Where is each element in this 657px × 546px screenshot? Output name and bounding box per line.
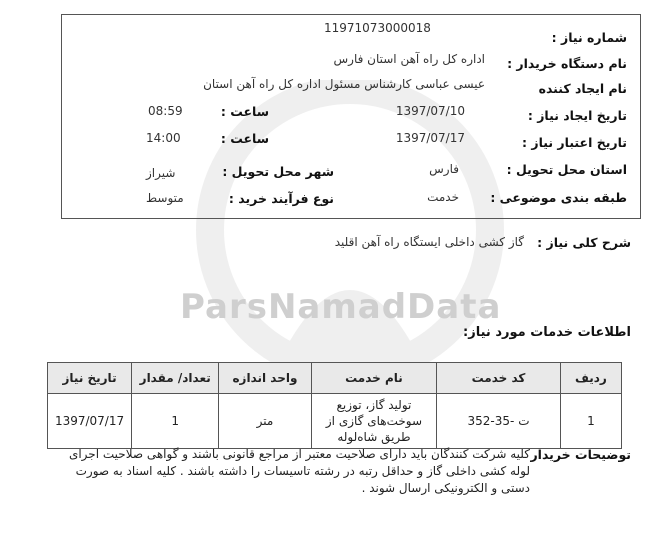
delivery-city-value: شیراز [146, 166, 176, 180]
purchase-process-value: متوسط [146, 191, 184, 205]
creator-value: عیسی عباسی کارشناس مسئول اداره کل راه آهن استان [203, 77, 485, 91]
summary-label: شرح کلی نیاز : [537, 235, 631, 250]
delivery-province-label: استان محل تحویل : [506, 162, 627, 177]
summary-value: گاز کشی داخلی ایستگاه راه آهن اقلید [334, 235, 524, 249]
delivery-province-value: فارس [429, 162, 459, 176]
cell-row: 1 [560, 394, 621, 449]
valid-date-label: تاریخ اعتبار نیاز : [522, 135, 627, 150]
created-date-label: تاریخ ایجاد نیاز : [527, 108, 627, 123]
created-date-value: 1397/07/10 [395, 104, 465, 118]
purchase-process-label: نوع فرآیند خرید : [228, 191, 334, 206]
table-row [48, 394, 622, 449]
services-section-title: اطلاعات خدمات مورد نیاز: [463, 325, 631, 340]
creator-label: نام ایجاد کننده [538, 81, 627, 96]
col-quantity: تعداد/ مقدار [132, 363, 219, 394]
need-number-label: شماره نیاز : [551, 30, 627, 45]
cell-quantity: 1 [132, 394, 219, 449]
cell-unit: متر [219, 394, 311, 449]
watermark-brand-text: ParsNamadData [180, 287, 502, 327]
col-service-code: کد خدمت [437, 363, 561, 394]
buyer-notes-label: توضیحات خریدار [530, 447, 631, 462]
col-service-name: نام خدمت [311, 363, 437, 394]
cell-service-code: ت -35-352 [437, 394, 561, 449]
created-time-label: ساعت : [220, 104, 269, 119]
category-label: طبقه بندی موضوعی : [490, 190, 627, 205]
buyer-notes-text: کلیه شرکت کنندگان باید دارای صلاحیت معتبر از مراجع قانونی باشند و گواهی صلاحیت اجرای لوله کشی داخلی گاز و حداقل رتبه در رشته تاسیسات را داشته باشند . کلیه اسناد به صورت دستی و الکترونیکی ارسال شوند . [68, 447, 530, 495]
col-row: ردیف [560, 363, 621, 394]
services-table [47, 362, 622, 449]
cell-need-date: 1397/07/17 [48, 394, 132, 449]
valid-date-value: 1397/07/17 [395, 131, 465, 145]
col-need-date: تاریخ نیاز [48, 363, 132, 394]
category-value: خدمت [427, 190, 459, 204]
need-number-value: 11971073000018 [324, 21, 431, 35]
delivery-city-label: شهر محل تحویل : [222, 164, 334, 179]
valid-time-label: ساعت : [220, 131, 269, 146]
buyer-org-value: اداره کل راه آهن استان فارس [333, 52, 485, 66]
cell-service-name: تولید گاز، توزیع سوخت‌های گازی از طریق شاه‌لوله [311, 394, 437, 449]
services-table-header [48, 363, 622, 394]
col-unit: واحد اندازه [219, 363, 311, 394]
created-time-value: 08:59 [148, 104, 183, 118]
valid-time-value: 14:00 [146, 131, 181, 145]
buyer-org-label: نام دستگاه خریدار : [507, 56, 627, 71]
